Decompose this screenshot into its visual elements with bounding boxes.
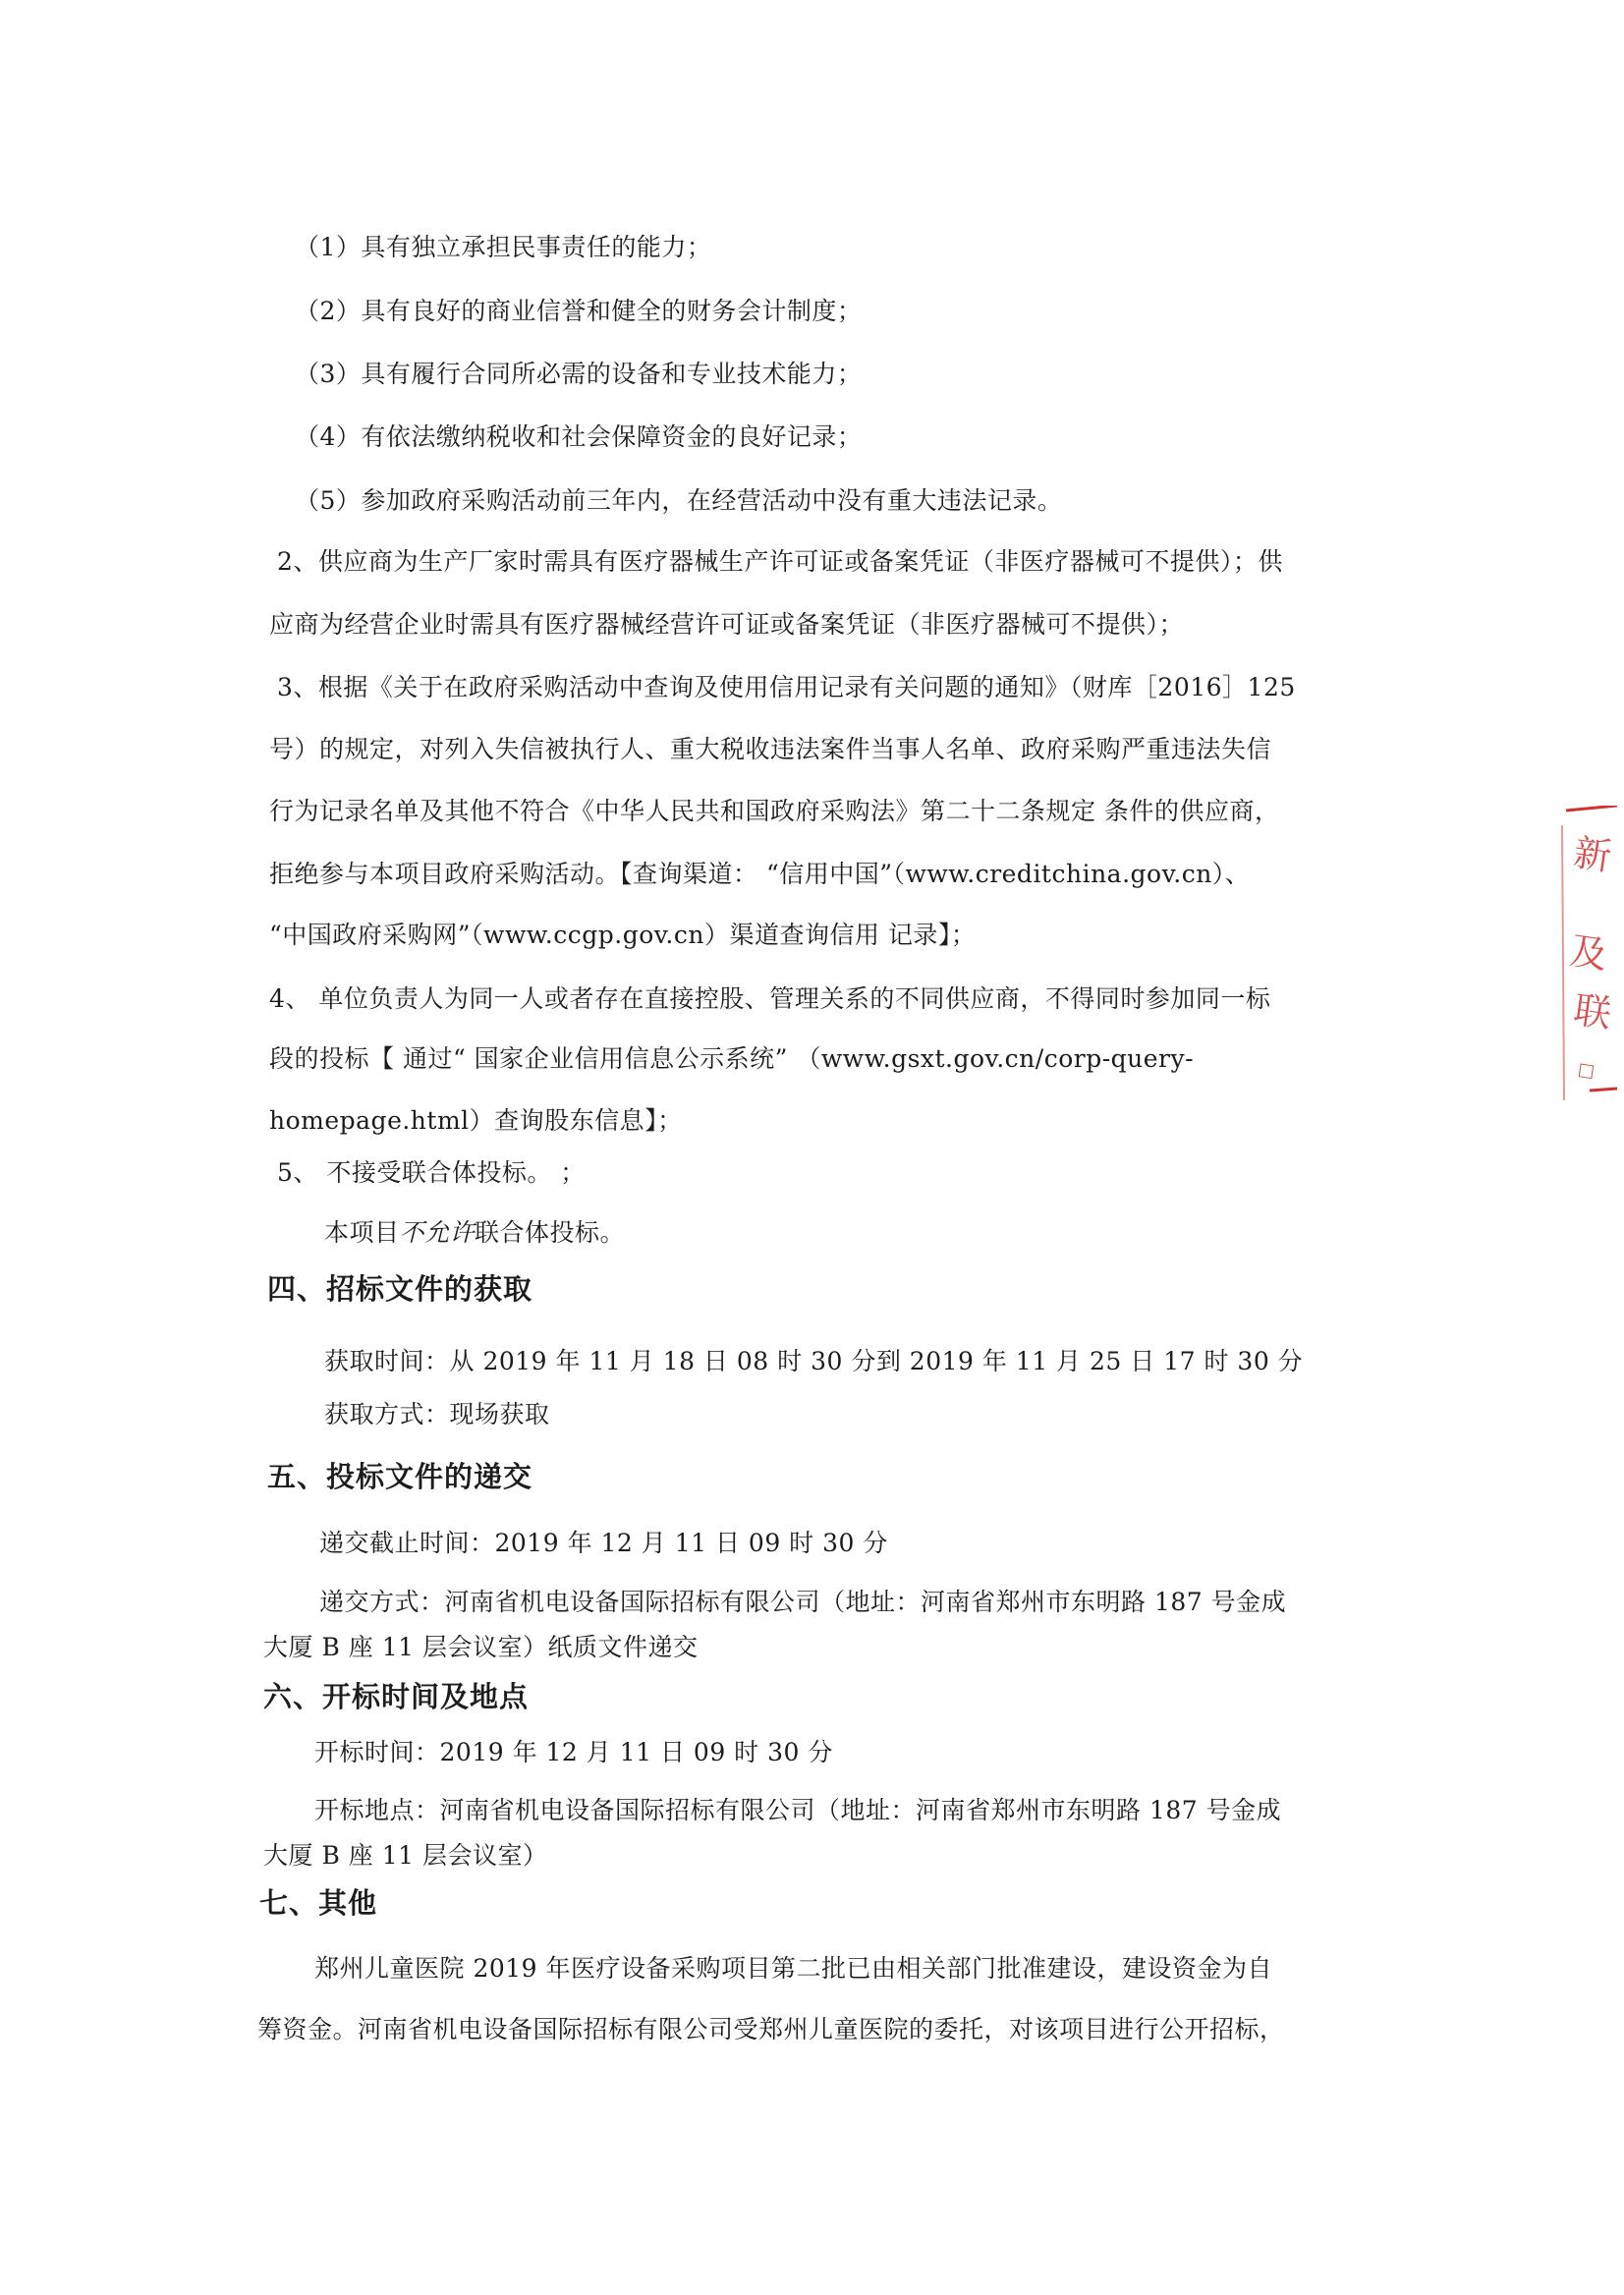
section-6-time: 开标时间：2019 年 12 月 11 日 09 时 30 分 xyxy=(314,1738,833,1766)
seal-glyph-2: 及 xyxy=(1567,928,1610,978)
seal-glyph-1: 新 xyxy=(1571,830,1614,879)
consortium-note-suffix: 联合体投标。 xyxy=(475,1218,626,1247)
seal-glyph-4: □ xyxy=(1576,1058,1596,1083)
qualification-item-3: （3）具有履行合同所必需的设备和专业技术能力； xyxy=(295,360,863,388)
consortium-note-prefix: 本项目 xyxy=(324,1218,400,1247)
qualification-item-2: （2）具有良好的商业信誉和健全的财务会计制度； xyxy=(295,297,863,325)
section-5-heading: 五、投标文件的递交 xyxy=(267,1460,533,1493)
consortium-note-emphasis: 不允许 xyxy=(399,1218,476,1247)
section-7-heading: 七、其他 xyxy=(259,1886,378,1920)
requirement-3-line-2: 号）的规定，对列入失信被执行人、重大税收违法案件当事人名单、政府采购严重违法失信 xyxy=(269,735,1272,763)
section-7-line-2: 筹资金。河南省机电设备国际招标有限公司受郑州儿童医院的委托，对该项目进行公开招标， xyxy=(257,2015,1285,2043)
qualification-item-1: （1）具有独立承担民事责任的能力； xyxy=(295,233,712,261)
qualification-item-4: （4）有依法缴纳税收和社会保障资金的良好记录； xyxy=(295,422,863,451)
section-4-heading: 四、招标文件的获取 xyxy=(267,1272,533,1306)
requirement-4-line-3: homepage.html）查询股东信息】； xyxy=(269,1106,683,1135)
section-4-method: 获取方式：现场获取 xyxy=(324,1400,550,1428)
requirement-3-line-5: “中国政府采购网”（www.ccgp.gov.cn）渠道查询信用 记录】； xyxy=(269,921,977,949)
requirement-4-line-2: 段的投标【 通过“ 国家企业信用信息公示系统” （www.gsxt.gov.cn/corp-query- xyxy=(269,1044,1195,1073)
requirement-2-line-1: 2、供应商为生产厂家时需具有医疗器械生产许可证或备案凭证（非医疗器械可不提供）；供 xyxy=(277,547,1283,576)
section-4-time: 获取时间：从 2019 年 11 月 18 日 08 时 30 分到 2019 年 11 月 25 日 17 时 30 分 xyxy=(324,1347,1304,1375)
requirement-4-line-1: 4、 单位负责人为同一人或者存在直接控股、管理关系的不同供应商，不得同时参加同一标 xyxy=(269,984,1271,1013)
section-7-line-1: 郑州儿童医院 2019 年医疗设备采购项目第二批已由相关部门批准建设，建设资金为自 xyxy=(314,1954,1273,1983)
requirement-2-line-2: 应商为经营企业时需具有医疗器械经营许可证或备案凭证（非医疗器械可不提供）； xyxy=(269,610,1185,639)
requirement-3-line-1: 3、根据《关于在政府采购活动中查询及使用信用记录有关问题的通知》（财库［2016］125 xyxy=(277,673,1296,701)
requirement-5: 5、 不接受联合体投标。 ； xyxy=(277,1158,586,1187)
section-5-deadline: 递交截止时间：2019 年 12 月 11 日 09 时 30 分 xyxy=(319,1529,888,1557)
red-seal-stamp xyxy=(1560,806,1619,1100)
requirement-3-line-4: 拒绝参与本项目政府采购活动。【查询渠道： “信用中国”（www.creditchina.gov.cn）、 xyxy=(269,860,1251,888)
seal-glyph-3: 联 xyxy=(1571,987,1614,1036)
consortium-note xyxy=(324,1217,625,1249)
section-6-heading: 六、开标时间及地点 xyxy=(263,1680,530,1713)
section-6-place-line-2: 大厦 B 座 11 层会议室） xyxy=(263,1841,548,1870)
section-6-place-line-1: 开标地点：河南省机电设备国际招标有限公司（地址：河南省郑州市东明路 187 号金成 xyxy=(314,1796,1282,1824)
qualification-item-5: （5）参加政府采购活动前三年内，在经营活动中没有重大违法记录。 xyxy=(295,486,1063,515)
section-5-method-line-1: 递交方式：河南省机电设备国际招标有限公司（地址：河南省郑州市东明路 187 号金成 xyxy=(319,1588,1287,1616)
section-5-method-line-2: 大厦 B 座 11 层会议室）纸质文件递交 xyxy=(263,1633,699,1661)
requirement-3-line-3: 行为记录名单及其他不符合《中华人民共和国政府采购法》第二十二条规定 条件的供应商， xyxy=(269,797,1280,825)
